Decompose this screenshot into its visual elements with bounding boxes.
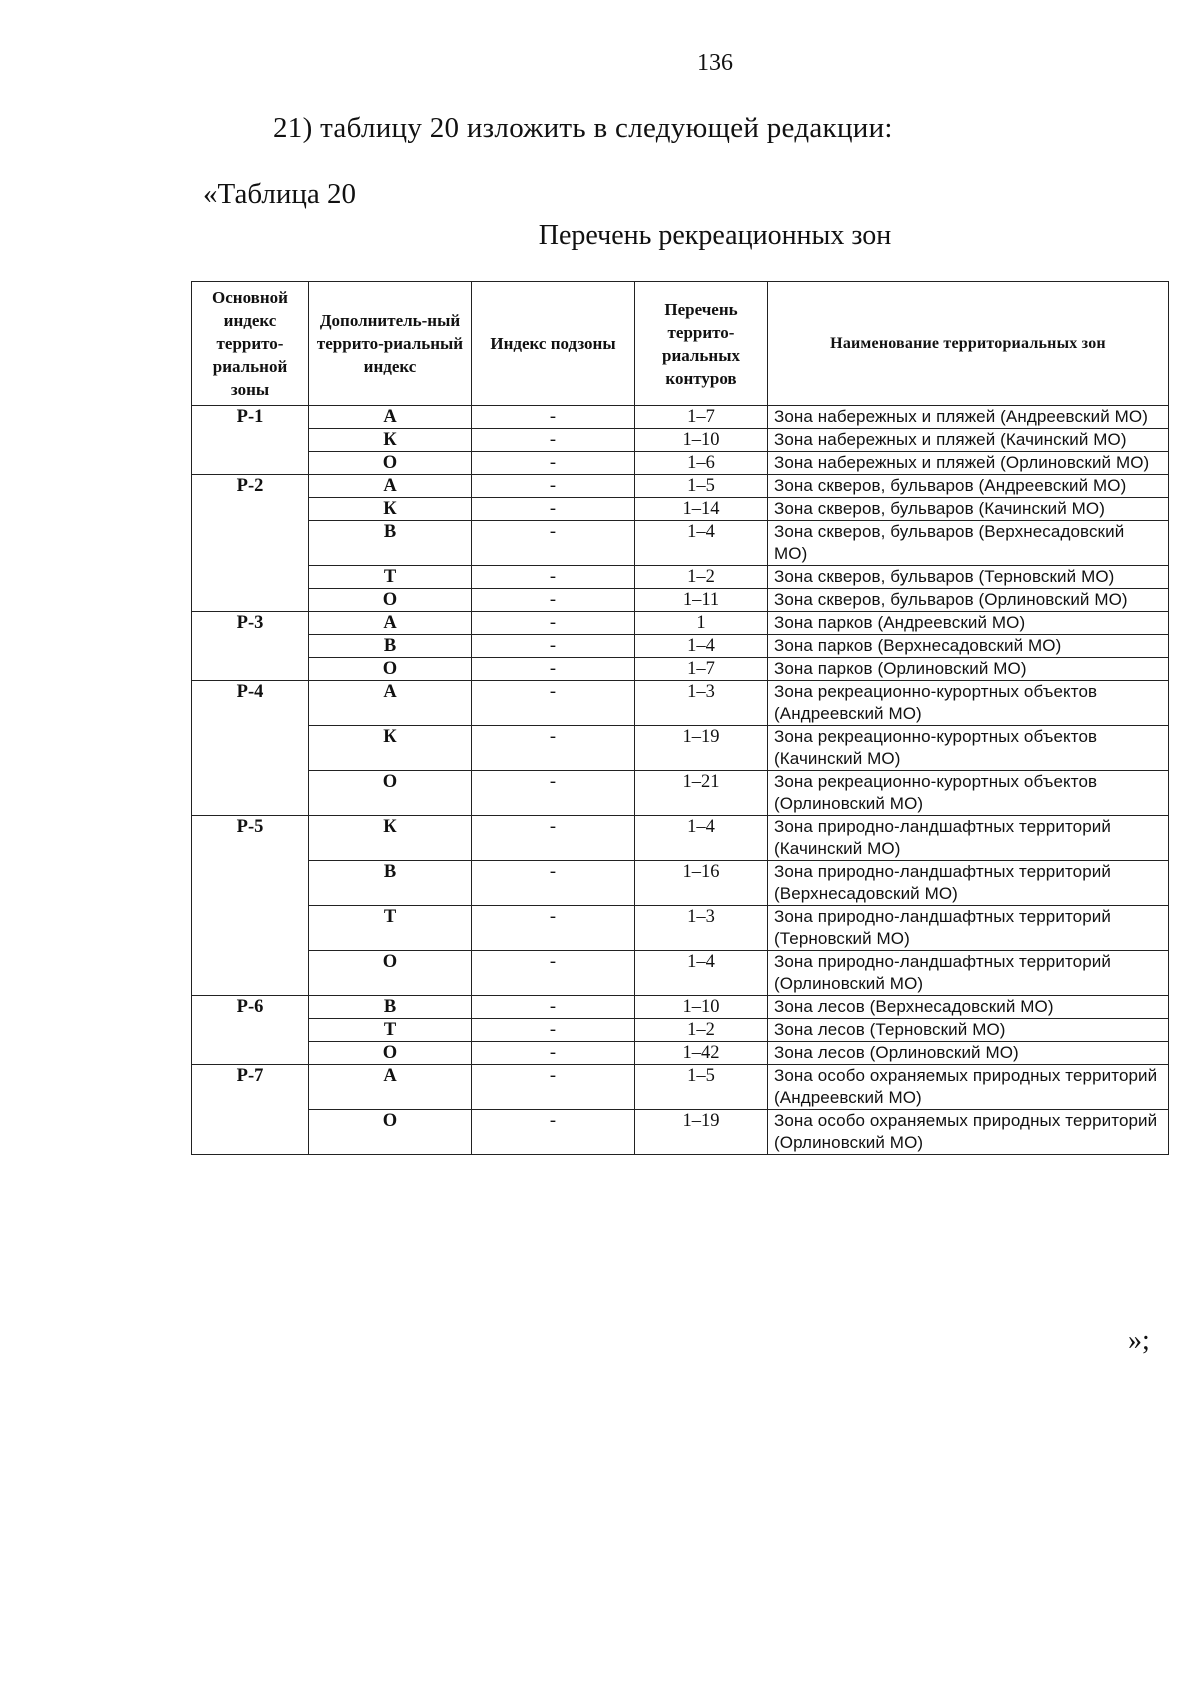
contours-cell: 1–16	[635, 861, 768, 906]
subzone-index-cell: -	[472, 906, 635, 951]
subzone-index-cell: -	[472, 521, 635, 566]
additional-index-cell: А	[309, 612, 472, 635]
additional-index-cell: Т	[309, 906, 472, 951]
additional-index-cell: А	[309, 406, 472, 429]
table-row	[192, 951, 1169, 996]
table-row	[192, 861, 1169, 906]
zone-name-cell: Зона природно-ландшафтных территорий (Терновский МО)	[768, 906, 1169, 951]
primary-index-cell: Р-6	[192, 996, 309, 1065]
subzone-index-cell: -	[472, 771, 635, 816]
table-row	[192, 816, 1169, 861]
table-label: «Таблица 20	[203, 178, 357, 210]
additional-index-cell: О	[309, 1042, 472, 1065]
contours-cell: 1–10	[635, 429, 768, 452]
contours-cell: 1–42	[635, 1042, 768, 1065]
contours-cell: 1–2	[635, 566, 768, 589]
zone-name-cell: Зона особо охраняемых природных территорий (Андреевский МО)	[768, 1065, 1169, 1110]
subzone-index-cell: -	[472, 452, 635, 475]
zone-name-cell: Зона особо охраняемых природных территорий (Орлиновский МО)	[768, 1110, 1169, 1155]
contours-cell: 1–11	[635, 589, 768, 612]
contours-cell: 1–4	[635, 521, 768, 566]
additional-index-cell: К	[309, 429, 472, 452]
table-row	[192, 566, 1169, 589]
header-zone-name: Наименование территориальных зон	[768, 282, 1169, 406]
additional-index-cell: В	[309, 996, 472, 1019]
contours-cell: 1–5	[635, 1065, 768, 1110]
table-body	[192, 406, 1169, 1155]
header-row	[192, 282, 1169, 406]
zone-name-cell: Зона скверов, бульваров (Терновский МО)	[768, 566, 1169, 589]
subzone-index-cell: -	[472, 658, 635, 681]
subzone-index-cell: -	[472, 1019, 635, 1042]
primary-index-cell: Р-3	[192, 612, 309, 681]
recreational-zones-table	[191, 281, 1169, 1155]
subzone-index-cell: -	[472, 612, 635, 635]
contours-cell: 1–19	[635, 726, 768, 771]
zone-name-cell: Зона набережных и пляжей (Андреевский МО)	[768, 406, 1169, 429]
additional-index-cell: В	[309, 861, 472, 906]
table-row	[192, 521, 1169, 566]
contours-cell: 1–2	[635, 1019, 768, 1042]
additional-index-cell: К	[309, 726, 472, 771]
subzone-index-cell: -	[472, 681, 635, 726]
additional-index-cell: О	[309, 771, 472, 816]
page-number: 136	[697, 50, 733, 76]
subzone-index-cell: -	[472, 861, 635, 906]
subzone-index-cell: -	[472, 1042, 635, 1065]
additional-index-cell: В	[309, 635, 472, 658]
zone-name-cell: Зона лесов (Терновский МО)	[768, 1019, 1169, 1042]
table-row	[192, 726, 1169, 771]
table-row	[192, 1019, 1169, 1042]
table-row	[192, 498, 1169, 521]
primary-index-cell: Р-7	[192, 1065, 309, 1155]
subzone-index-cell: -	[472, 1110, 635, 1155]
closing-quote: »;	[1128, 1325, 1150, 1356]
zone-name-cell: Зона рекреационно-курортных объектов (Андреевский МО)	[768, 681, 1169, 726]
header-contours-list: Перечень террито-риальных контуров	[635, 282, 768, 406]
table-row	[192, 906, 1169, 951]
additional-index-cell: О	[309, 658, 472, 681]
table-row	[192, 406, 1169, 429]
zone-name-cell: Зона парков (Верхнесадовский МО)	[768, 635, 1169, 658]
additional-index-cell: В	[309, 521, 472, 566]
zone-name-cell: Зона набережных и пляжей (Качинский МО)	[768, 429, 1169, 452]
zone-name-cell: Зона скверов, бульваров (Орлиновский МО)	[768, 589, 1169, 612]
subzone-index-cell: -	[472, 429, 635, 452]
contours-cell: 1–19	[635, 1110, 768, 1155]
contours-cell: 1–7	[635, 406, 768, 429]
contours-cell: 1	[635, 612, 768, 635]
zone-name-cell: Зона набережных и пляжей (Орлиновский МО)	[768, 452, 1169, 475]
table-row	[192, 452, 1169, 475]
additional-index-cell: А	[309, 475, 472, 498]
primary-index-cell: Р-2	[192, 475, 309, 612]
header-subzone-index: Индекс подзоны	[472, 282, 635, 406]
subzone-index-cell: -	[472, 1065, 635, 1110]
contours-cell: 1–5	[635, 475, 768, 498]
zone-name-cell: Зона лесов (Орлиновский МО)	[768, 1042, 1169, 1065]
subzone-index-cell: -	[472, 635, 635, 658]
zone-name-cell: Зона скверов, бульваров (Верхнесадовский МО)	[768, 521, 1169, 566]
table-row	[192, 681, 1169, 726]
subzone-index-cell: -	[472, 475, 635, 498]
contours-cell: 1–6	[635, 452, 768, 475]
additional-index-cell: А	[309, 1065, 472, 1110]
additional-index-cell: Т	[309, 1019, 472, 1042]
additional-index-cell: К	[309, 816, 472, 861]
additional-index-cell: О	[309, 452, 472, 475]
zone-name-cell: Зона природно-ландшафтных территорий (Орлиновский МО)	[768, 951, 1169, 996]
contours-cell: 1–3	[635, 681, 768, 726]
table-row	[192, 635, 1169, 658]
contours-cell: 1–7	[635, 658, 768, 681]
zone-name-cell: Зона парков (Орлиновский МО)	[768, 658, 1169, 681]
table-row	[192, 771, 1169, 816]
subzone-index-cell: -	[472, 951, 635, 996]
contours-cell: 1–4	[635, 951, 768, 996]
additional-index-cell: К	[309, 498, 472, 521]
additional-index-cell: О	[309, 589, 472, 612]
contours-cell: 1–14	[635, 498, 768, 521]
subzone-index-cell: -	[472, 726, 635, 771]
zone-name-cell: Зона природно-ландшафтных территорий (Верхнесадовский МО)	[768, 861, 1169, 906]
header-additional-index: Дополнитель-ный террито-риальный индекс	[309, 282, 472, 406]
zone-name-cell: Зона лесов (Верхнесадовский МО)	[768, 996, 1169, 1019]
contours-cell: 1–3	[635, 906, 768, 951]
table-row	[192, 475, 1169, 498]
additional-index-cell: Т	[309, 566, 472, 589]
contours-cell: 1–4	[635, 635, 768, 658]
header-primary-index: Основной индекс террито-риальной зоны	[192, 282, 309, 406]
table-row	[192, 1110, 1169, 1155]
table-row	[192, 589, 1169, 612]
zone-name-cell: Зона скверов, бульваров (Андреевский МО)	[768, 475, 1169, 498]
subzone-index-cell: -	[472, 406, 635, 429]
table-row	[192, 1065, 1169, 1110]
primary-index-cell: Р-4	[192, 681, 309, 816]
zone-name-cell: Зона рекреационно-курортных объектов (Качинский МО)	[768, 726, 1169, 771]
subzone-index-cell: -	[472, 498, 635, 521]
zone-name-cell: Зона природно-ландшафтных территорий (Качинский МО)	[768, 816, 1169, 861]
contours-cell: 1–10	[635, 996, 768, 1019]
additional-index-cell: О	[309, 951, 472, 996]
table-title: Перечень рекреационных зон	[538, 220, 892, 251]
contours-cell: 1–4	[635, 816, 768, 861]
additional-index-cell: А	[309, 681, 472, 726]
table-row	[192, 996, 1169, 1019]
zone-name-cell: Зона парков (Андреевский МО)	[768, 612, 1169, 635]
zone-name-cell: Зона рекреационно-курортных объектов (Орлиновский МО)	[768, 771, 1169, 816]
primary-index-cell: Р-5	[192, 816, 309, 996]
subzone-index-cell: -	[472, 566, 635, 589]
amendment-instruction: 21) таблицу 20 изложить в следующей редакции:	[273, 112, 893, 144]
table-header	[192, 282, 1169, 406]
table-row	[192, 658, 1169, 681]
subzone-index-cell: -	[472, 996, 635, 1019]
table-row	[192, 429, 1169, 452]
subzone-index-cell: -	[472, 589, 635, 612]
zone-name-cell: Зона скверов, бульваров (Качинский МО)	[768, 498, 1169, 521]
table-row	[192, 612, 1169, 635]
additional-index-cell: О	[309, 1110, 472, 1155]
subzone-index-cell: -	[472, 816, 635, 861]
contours-cell: 1–21	[635, 771, 768, 816]
primary-index-cell: Р-1	[192, 406, 309, 475]
table-row	[192, 1042, 1169, 1065]
